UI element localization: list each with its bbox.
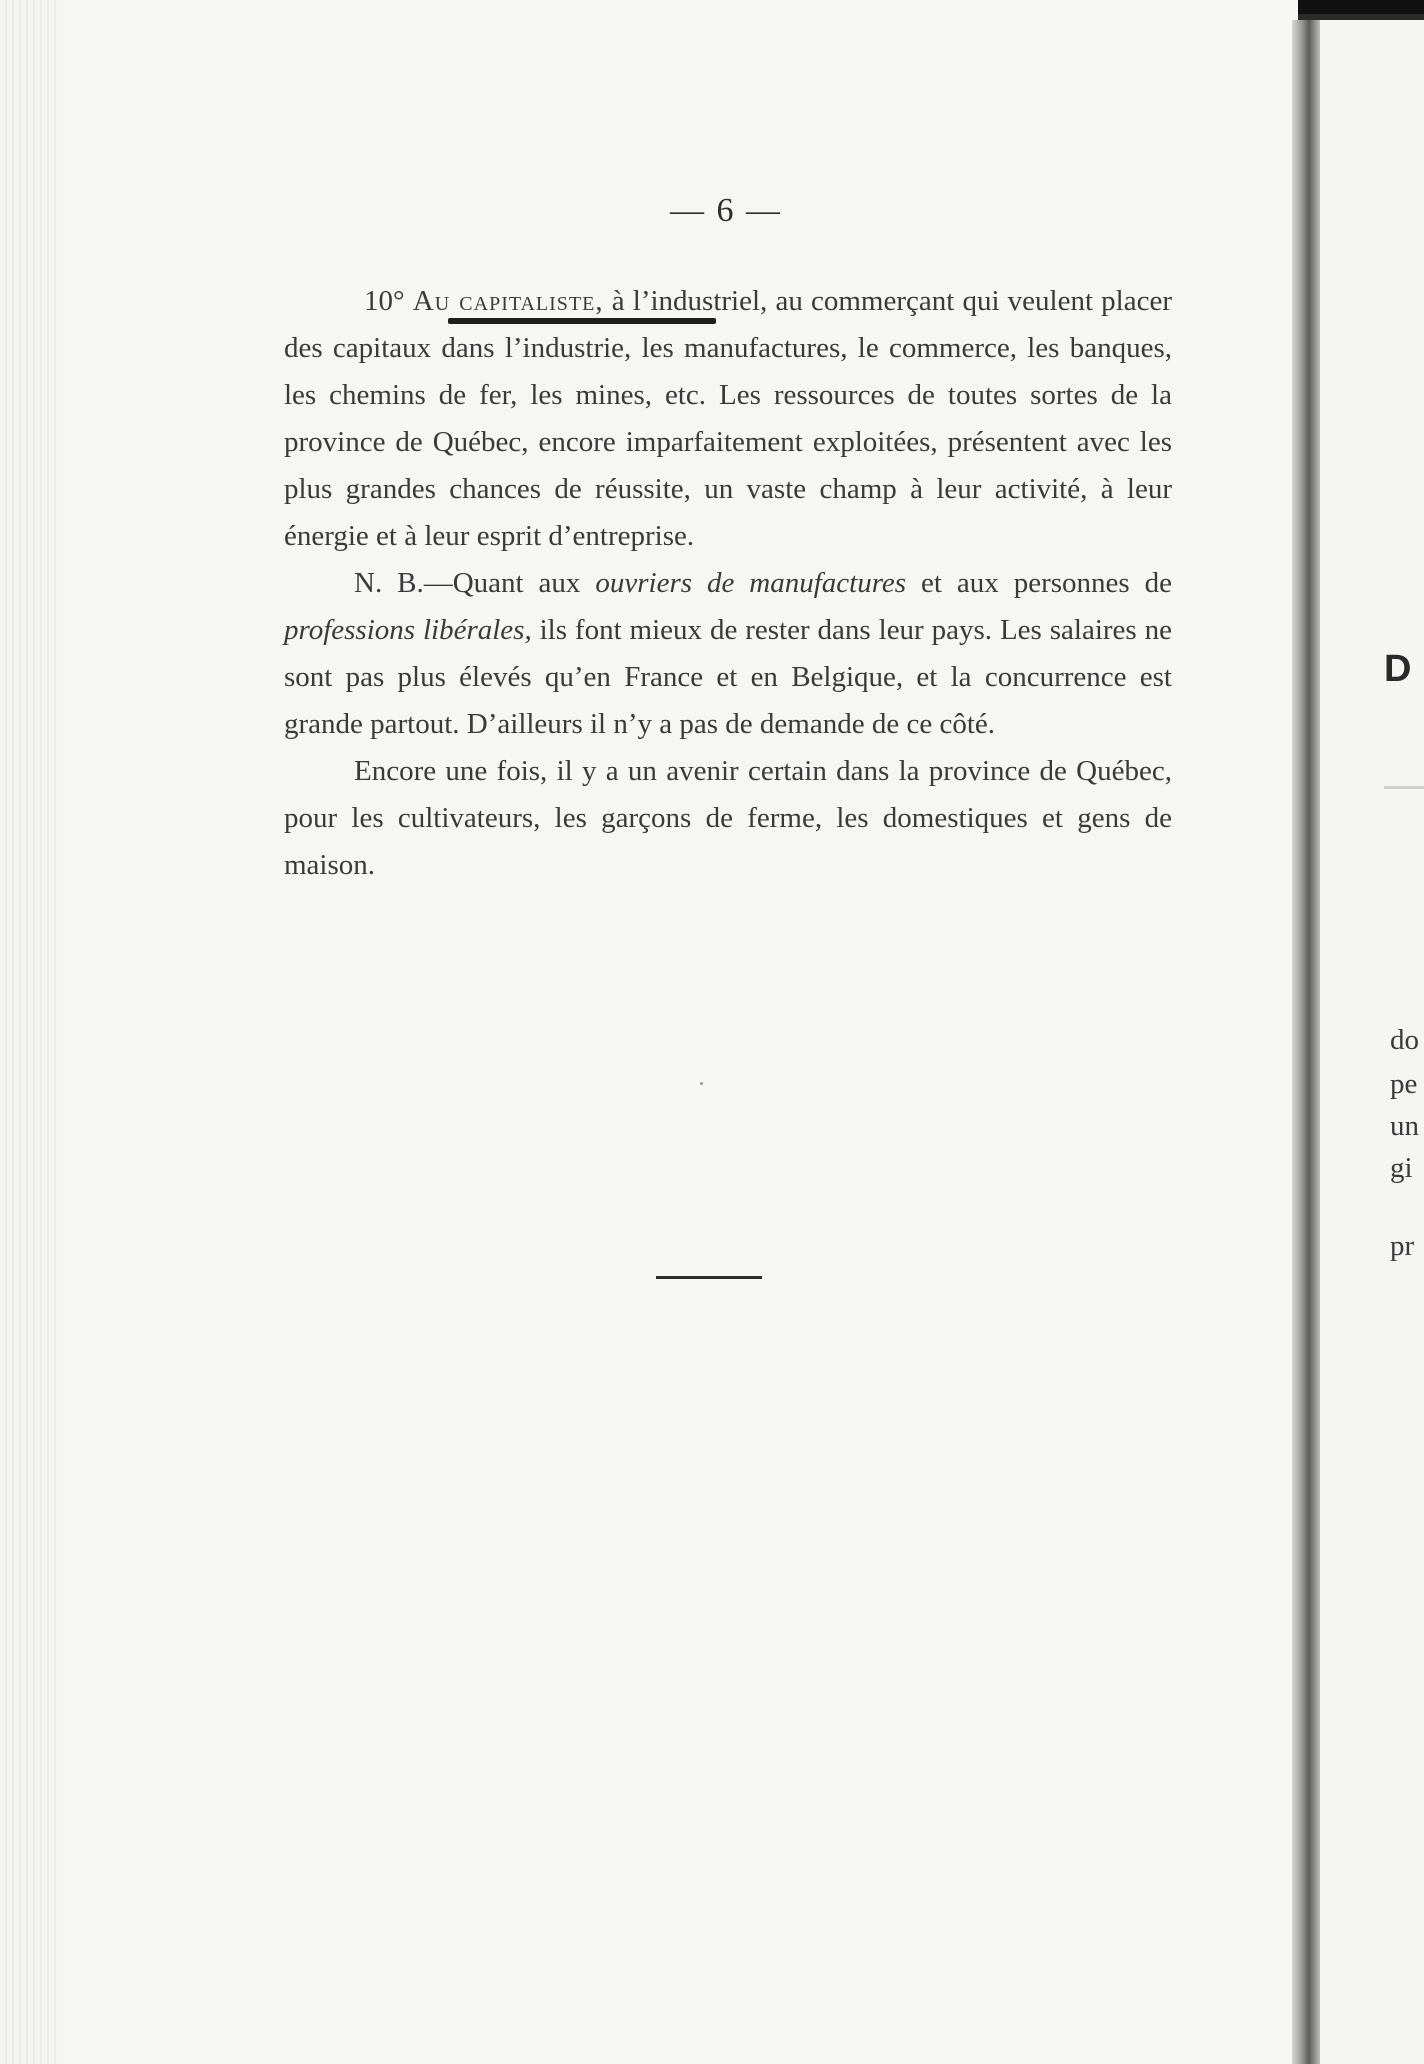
body-text <box>284 278 1172 889</box>
right-page-line: do <box>1390 1024 1419 1056</box>
section-separator <box>656 1276 762 1279</box>
paper-speck <box>700 1082 703 1085</box>
paragraph-text: ils font mieux de rester dans leur pays. Les salaires ne sont pas plus élevés qu’en France et en Belgique, et la concurrence est grande partout. D’ailleurs il n’y a pas de demande de ce côté. <box>284 614 1172 740</box>
italic-phrase: ouvriers de manufactures <box>595 567 907 599</box>
right-page-line: pr <box>1390 1230 1415 1262</box>
item-heading: Au capitaliste, <box>412 285 604 317</box>
right-page-line: un <box>1390 1110 1419 1142</box>
paragraph-text: et aux personnes de <box>906 567 1172 599</box>
paragraph-nb <box>284 560 1172 748</box>
right-page-line: gi <box>1390 1152 1413 1184</box>
right-page-rule <box>1384 786 1424 789</box>
paragraph-text: Encore une fois, il y a un avenir certain dans la province de Québec, pour les cultivateurs, les garçons de ferme, les domestiques et gens de maison. <box>284 755 1172 881</box>
paragraph-closing <box>284 748 1172 889</box>
item-number: 10° <box>364 285 413 317</box>
right-page-line: pe <box>1390 1068 1418 1100</box>
paragraph-text: à l’industriel, au commerçant qui veulent placer des capitaux dans l’industrie, les manufactures, le commerce, les banques, les chemins de fer, les mines, etc. Les ressources de toutes sortes de la province de Québec, encore imparfaitement exploitées, présentent avec les plus grandes chances de réussite, un vaste champ à leur activité, à leur énergie et à leur esprit d’entreprise. <box>284 285 1172 552</box>
book-gutter <box>1292 20 1320 2064</box>
page-number: — 6 — <box>670 192 782 229</box>
italic-phrase: professions libérales, <box>284 614 532 646</box>
page-edges <box>0 0 60 2064</box>
scan-border <box>1290 0 1424 14</box>
right-page-heading: D <box>1384 648 1412 690</box>
nb-prefix: N. B.—Quant aux <box>354 567 596 599</box>
paragraph-capitalist <box>284 278 1172 560</box>
